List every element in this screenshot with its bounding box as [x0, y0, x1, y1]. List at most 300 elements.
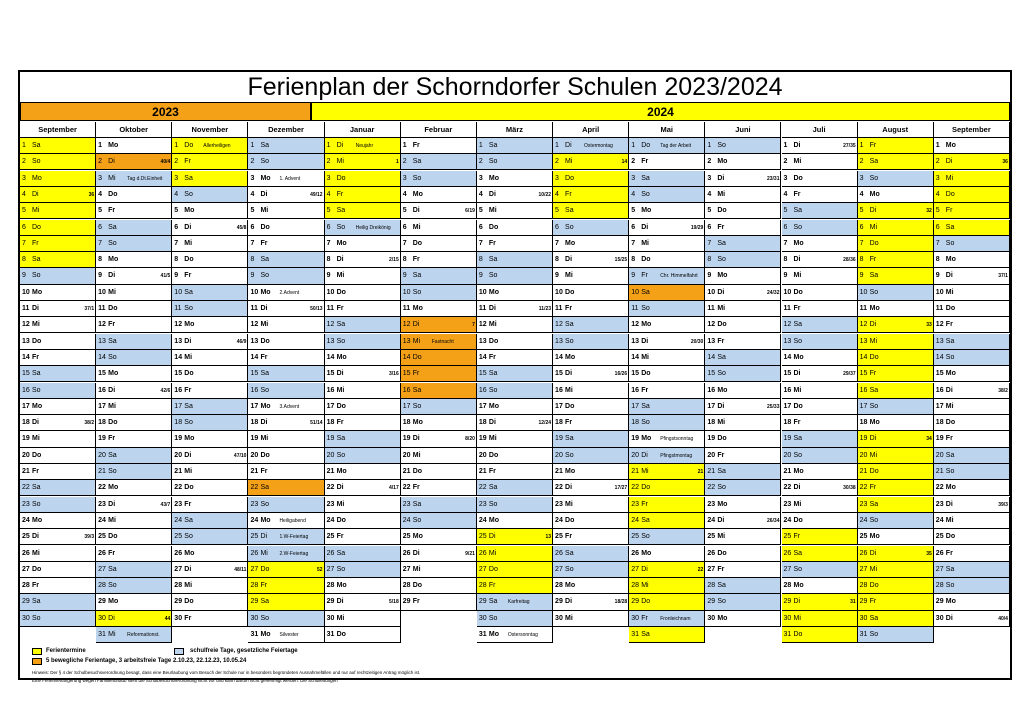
weekday-label: Mo [945, 256, 956, 264]
week-number: 45/8 [236, 224, 247, 231]
day-number: 12 [98, 321, 106, 329]
weekday-label: So [717, 484, 726, 492]
day-cell [705, 350, 781, 366]
day-number: 7 [859, 239, 864, 247]
weekday-label: Mo [641, 207, 652, 215]
day-cell [477, 301, 553, 317]
day-cell [172, 611, 248, 627]
day-number: 17 [707, 402, 716, 410]
day-number: 19 [783, 435, 792, 443]
day-cell [858, 236, 934, 252]
day-cell [172, 448, 248, 464]
day-number: 4 [478, 190, 483, 198]
day-cell [248, 480, 324, 496]
day-number: 15 [783, 370, 792, 378]
day-number: 7 [402, 239, 407, 247]
day-cell [858, 594, 934, 610]
week-number: 15/25 [614, 257, 628, 264]
weekday-label: Di [336, 484, 344, 492]
weekday-label: Sa [32, 484, 41, 492]
day-cell [325, 480, 401, 496]
weekday-label: Mo [184, 321, 195, 329]
weekday-label: Sa [412, 158, 422, 166]
day-cell [172, 415, 248, 431]
weekday-label: Mi [260, 321, 269, 329]
day-cell [401, 187, 477, 203]
day-number: 28 [250, 582, 259, 590]
day-cell [782, 464, 858, 480]
day-cell [934, 138, 1010, 154]
weekday-label: Mi [412, 451, 421, 459]
day-number: 1 [250, 142, 255, 149]
day-cell [934, 594, 1010, 610]
weekday-label: Fr [184, 500, 192, 508]
day-number: 10 [174, 288, 183, 296]
day-number: 9 [250, 272, 255, 280]
day-number: 5 [174, 207, 179, 215]
day-number: 9 [859, 272, 864, 280]
day-cell [629, 383, 705, 399]
day-number: 29 [22, 598, 30, 606]
day-cell [629, 203, 705, 219]
day-cell [96, 220, 172, 236]
day-cell [96, 594, 172, 610]
day-number: 24 [935, 516, 944, 524]
weekday-label: Mo [945, 484, 956, 492]
weekday-label: Fr [793, 533, 801, 541]
weekday-label: Mo [945, 598, 956, 606]
weekday-label: Di [793, 598, 801, 606]
weekday-label: Mo [108, 370, 119, 378]
weekday-label: Fr [184, 158, 191, 166]
weekday-label: Sa [565, 549, 574, 557]
weekday-label: Fr [945, 435, 953, 443]
weekday-label: So [641, 305, 650, 312]
day-number: 25 [98, 533, 106, 541]
day-number: 2 [935, 158, 940, 166]
weekday-label: Do [869, 468, 879, 475]
weekday-label: So [108, 582, 117, 590]
day-number: 13 [783, 337, 792, 345]
weekday-label: Sa [32, 142, 41, 149]
day-number: 13 [859, 337, 868, 345]
day-cell [401, 431, 477, 447]
day-number: 28 [478, 582, 487, 590]
day-number: 20 [783, 451, 792, 459]
day-cell [20, 611, 96, 627]
day-cell [858, 203, 934, 219]
day-cell [705, 203, 781, 219]
day-cell [629, 334, 705, 350]
day-cell [325, 220, 401, 236]
weekday-label: Do [869, 582, 879, 590]
weekday-label: Do [184, 484, 194, 492]
day-number: 30 [707, 614, 716, 622]
day-cell [858, 366, 934, 382]
weekday-label: Sa [32, 370, 41, 378]
day-cell [20, 529, 96, 545]
day-cell [629, 154, 705, 170]
weekday-label: Fr [108, 435, 116, 443]
day-cell [401, 285, 477, 301]
week-number: 32 [926, 208, 932, 215]
weekday-label: So [32, 272, 41, 280]
day-cell [248, 301, 324, 317]
day-cell [96, 187, 172, 203]
day-number: 5 [935, 207, 940, 215]
week-number: 49/12 [310, 191, 323, 198]
week-number: 12/24 [538, 420, 552, 427]
year-header-2023: 2023 [20, 102, 311, 121]
day-number: 15 [478, 370, 487, 378]
day-cell [401, 171, 477, 187]
day-number: 27 [707, 565, 716, 573]
day-number: 2 [250, 158, 255, 166]
weekday-label: Do [184, 598, 194, 606]
day-cell [705, 399, 781, 415]
weekday-label: Mi [488, 207, 497, 215]
weekday-label: Sa [488, 142, 498, 149]
weekday-label: Sa [336, 321, 346, 329]
day-number: 3 [326, 174, 331, 182]
day-cell [96, 399, 172, 415]
day-cell [172, 594, 248, 610]
day-number: 6 [631, 223, 636, 231]
day-number: 29 [478, 598, 487, 606]
week-number: 47/10 [233, 452, 247, 459]
day-cell [401, 594, 477, 610]
day-number: 18 [250, 419, 259, 427]
week-number: 50/13 [310, 306, 323, 312]
day-note: 2.Advent [279, 289, 300, 296]
day-number: 16 [250, 386, 259, 394]
week-number: 7 [472, 322, 475, 329]
day-cell [172, 399, 248, 415]
day-number: 24 [326, 516, 335, 524]
day-number: 1 [631, 142, 636, 149]
weekday-label: Fr [336, 533, 344, 541]
weekday-label: Mo [793, 353, 804, 361]
weekday-label: Mo [869, 190, 880, 198]
day-cell [705, 334, 781, 350]
day-number: 7 [98, 239, 103, 247]
day-number: 27 [22, 565, 30, 573]
day-cell [477, 546, 553, 562]
day-cell [858, 317, 934, 333]
weekday-label: Mi [336, 386, 345, 394]
weekday-label: Mi [108, 631, 116, 638]
weekday-label: So [641, 419, 650, 427]
day-cell [401, 464, 477, 480]
day-number: 22 [631, 484, 639, 492]
weekday-label: Fr [336, 305, 344, 312]
weekday-label: Sa [945, 223, 955, 231]
day-number: 20 [402, 451, 411, 459]
weekday-label: Di [336, 598, 344, 606]
weekday-label: Di [412, 321, 420, 329]
day-number: 23 [935, 500, 944, 508]
weekday-label: Mo [32, 288, 43, 296]
weekday-label: Mo [336, 239, 347, 247]
day-number: 18 [174, 419, 183, 427]
weekday-label: Do [793, 174, 803, 182]
week-number: 36 [1002, 159, 1008, 166]
day-cell [477, 627, 553, 643]
weekday-label: Mo [32, 402, 43, 410]
day-cell [553, 203, 629, 219]
day-cell [477, 317, 553, 333]
weekday-label: Fr [717, 223, 725, 231]
day-number: 5 [402, 207, 407, 215]
weekday-label: Di [641, 337, 649, 345]
day-cell [172, 578, 248, 594]
day-number: 30 [935, 614, 944, 622]
weekday-label: So [336, 337, 346, 345]
day-number: 17 [631, 402, 639, 410]
weekday-label: Mo [412, 305, 423, 312]
day-cell [248, 268, 324, 284]
weekday-label: Di [793, 142, 801, 149]
weekday-label: Di [945, 614, 953, 622]
day-note: 1. Advent [279, 175, 301, 182]
day-number: 4 [250, 190, 255, 198]
day-cell [172, 138, 248, 154]
weekday-label: Do [488, 223, 499, 231]
day-number: 22 [935, 484, 944, 492]
day-cell [20, 187, 96, 203]
weekday-label: Sa [260, 370, 269, 378]
day-number: 10 [22, 288, 30, 296]
weekday-label: Di [945, 272, 953, 280]
day-cell [477, 285, 553, 301]
day-number: 15 [859, 370, 868, 378]
weekday-label: Sa [412, 500, 422, 508]
weekday-label: Fr [336, 419, 344, 427]
weekday-label: Do [488, 451, 499, 459]
day-cell [325, 285, 401, 301]
weekday-label: Sa [565, 207, 574, 215]
day-number: 28 [707, 582, 716, 590]
weekday-label: Fr [565, 533, 573, 541]
day-number: 28 [631, 582, 639, 590]
day-number: 16 [478, 386, 487, 394]
weekday-label: So [336, 451, 346, 459]
weekday-label: Do [260, 337, 270, 345]
day-cell [629, 529, 705, 545]
day-cell [629, 578, 705, 594]
day-number: 23 [250, 500, 259, 508]
day-note: 3.Advent [279, 403, 300, 410]
month-header: Oktober [96, 122, 172, 138]
day-cell [477, 268, 553, 284]
weekday-label: So [488, 500, 498, 508]
weekday-label: Fr [260, 582, 268, 590]
weekday-label: Fr [641, 386, 649, 394]
weekday-label: So [869, 402, 879, 410]
day-number: 11 [555, 305, 563, 312]
weekday-label: Do [565, 516, 575, 524]
day-cell [20, 497, 96, 513]
day-cell [96, 513, 172, 529]
day-number: 24 [22, 516, 30, 524]
day-cell [20, 594, 96, 610]
day-number: 29 [859, 598, 868, 606]
day-number: 4 [174, 190, 179, 198]
day-number: 24 [174, 516, 183, 524]
day-number: 19 [402, 435, 411, 443]
day-number: 6 [22, 223, 26, 231]
day-cell [705, 383, 781, 399]
day-number: 30 [859, 614, 868, 622]
weekday-label: Do [412, 353, 422, 361]
day-cell [782, 301, 858, 317]
day-number: 18 [326, 419, 335, 427]
weekday-label: Mi [793, 158, 802, 166]
day-note: Ostermontag [584, 143, 613, 149]
day-note: Fronleichnam [660, 615, 691, 622]
weekday-label: So [108, 353, 117, 361]
weekday-label: Sa [945, 337, 955, 345]
weekday-label: Fr [641, 614, 648, 622]
day-number: 13 [326, 337, 335, 345]
day-number: 22 [402, 484, 411, 492]
weekday-label: Mo [412, 190, 423, 198]
day-cell [325, 138, 401, 154]
day-number: 23 [859, 500, 868, 508]
day-cell [172, 236, 248, 252]
day-cell [629, 594, 705, 610]
day-cell [248, 513, 324, 529]
day-number: 11 [98, 305, 106, 312]
weekday-label: Mo [793, 468, 804, 475]
week-number: 11/23 [538, 306, 552, 312]
weekday-label: Do [565, 174, 574, 182]
day-number: 4 [326, 190, 331, 198]
day-number: 20 [631, 451, 639, 459]
day-number: 13 [402, 337, 411, 345]
day-cell [629, 285, 705, 301]
day-cell [629, 236, 705, 252]
weekday-label: Fr [869, 256, 877, 264]
day-cell [20, 431, 96, 447]
weekday-label: Fr [488, 239, 496, 247]
week-number: 52 [317, 566, 323, 573]
weekday-label: Mi [32, 435, 40, 443]
weekday-label: Mi [336, 272, 345, 280]
day-number: 2 [98, 158, 103, 166]
day-number: 13 [250, 337, 259, 345]
day-cell [477, 497, 553, 513]
weekday-label: Mo [260, 174, 271, 182]
weekday-label: So [32, 158, 41, 166]
day-cell [553, 171, 629, 187]
day-number: 9 [555, 272, 559, 280]
day-number: 4 [707, 190, 712, 198]
day-cell [858, 268, 934, 284]
day-number: 12 [783, 321, 792, 329]
day-number: 7 [478, 239, 483, 247]
weekday-label: Sa [565, 435, 574, 443]
day-cell [325, 317, 401, 333]
weekday-label: Do [336, 516, 346, 524]
day-cell [705, 448, 781, 464]
day-cell [705, 464, 781, 480]
week-number: 13 [545, 534, 552, 541]
day-number: 15 [98, 370, 106, 378]
day-cell [477, 171, 553, 187]
weekday-label: Di [945, 158, 953, 166]
day-cell [325, 464, 401, 480]
day-cell [477, 366, 553, 382]
weekday-label: Di [336, 256, 344, 264]
weekday-label: Fr [717, 337, 725, 345]
day-cell [782, 611, 858, 627]
week-number: 5/18 [389, 599, 399, 606]
weekday-label: Mo [32, 174, 42, 182]
day-number: 11 [402, 305, 411, 312]
weekday-label: Mi [793, 386, 802, 394]
day-cell [934, 285, 1010, 301]
day-cell [934, 350, 1010, 366]
day-number: 10 [98, 288, 106, 296]
weekday-label: Fr [108, 207, 116, 215]
weekday-label: Do [184, 370, 194, 378]
day-cell [858, 578, 934, 594]
day-cell [934, 480, 1010, 496]
day-number: 27 [555, 565, 563, 573]
weekday-label: Sa [184, 402, 193, 410]
weekday-label: Di [108, 614, 115, 622]
day-cell [858, 138, 934, 154]
weekday-label: Mo [488, 402, 499, 410]
weekday-label: Sa [260, 256, 269, 264]
day-number: 14 [631, 353, 639, 361]
day-cell [477, 203, 553, 219]
day-cell [325, 154, 401, 170]
weekday-label: Do [717, 549, 727, 557]
day-cell [553, 383, 629, 399]
weekday-label: Fr [32, 468, 39, 475]
day-note: Pfingstmontag [660, 452, 693, 459]
week-number: 37/1 [84, 306, 95, 312]
day-number: 14 [478, 353, 487, 361]
day-number: 10 [707, 288, 716, 296]
weekday-label: Mi [260, 207, 269, 215]
day-cell [782, 594, 858, 610]
weekday-label: Mo [793, 582, 804, 590]
day-number: 16 [707, 386, 716, 394]
day-number: 5 [22, 207, 26, 215]
weekday-label: Mo [184, 207, 195, 215]
day-cell [553, 317, 629, 333]
weekday-label: Fr [412, 484, 420, 492]
weekday-label: So [260, 614, 269, 622]
day-number: 13 [631, 337, 639, 345]
day-number: 24 [631, 516, 639, 524]
weekday-label: Sa [717, 468, 726, 475]
day-number: 17 [402, 402, 411, 410]
weekday-label: Sa [869, 500, 879, 508]
weekday-label: Mi [108, 174, 116, 182]
month-header: Januar [325, 122, 401, 138]
day-number: 3 [250, 174, 255, 182]
day-number: 30 [555, 614, 563, 622]
day-cell [248, 578, 324, 594]
day-number: 10 [935, 288, 944, 296]
day-cell [629, 399, 705, 415]
day-number: 1 [98, 142, 103, 149]
weekday-label: Mo [488, 516, 499, 524]
